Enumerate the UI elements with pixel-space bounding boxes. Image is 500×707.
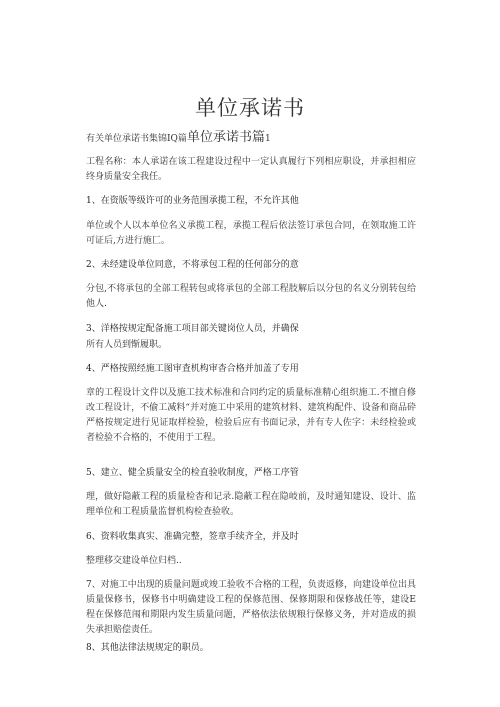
item-3-heading: 3、洋格按规定配备施工项目部关键岗位人员，并确保 <box>86 324 299 334</box>
item-3-body: 所有人员到惭履职。 <box>86 340 168 350</box>
subtitle-big: 单位承诺书篇 <box>186 130 265 145</box>
item-4-heading: 4、严格按照经施工图审査机构审杳合格并加盖了专用 <box>86 364 299 374</box>
item-1-body: 单位或个人以本单位名义承揽工程，承揽工程后依法签订承包合同，在领取施工许可证后,方进行施匚。 <box>86 221 416 246</box>
item-4-body: 章的工程设计文件以及施工技术标准和合同约定的质量标准精心组织施工.不擅自修改工程设计，不偷工减料“并对施工中采用的建筑材料、建筑构配件、设备和商品砕严格按规定进行见证取样检验，检验后应有书面记录，并有专人佐字：未经检验或者检验不合格的，不使用于工程。 <box>86 388 416 443</box>
item-2-heading: 2、未经建设单位同意，不将承包工程的任何部分的意 <box>86 260 299 270</box>
item-7-paragraph: 7、对施工中出现的质量问题或竣工验收不合格的工程，负责返修，向建设单位出具质量保修书，保修书中明确建设工程的保修范围、保修期限和保修战任等，建设E程在保修范闱和期限内发生质量问题，严格依法依规粮行保修义务，并对造成的损失承担赔偿责任。 <box>86 580 416 635</box>
item-2-body: 分包,不将承包的全部工程转包或将承包的全部工程肢解后以分包的名义分别转包给他人. <box>86 284 416 309</box>
subtitle-prefix: 有关单位承诺书集锦IQ篇 <box>86 134 187 144</box>
item-5-heading: 5、建立、健全质量安全的检直验收制度，严格工序管 <box>86 468 299 478</box>
intro-paragraph: 工程名称：本人承诺在该工程建设过程中一定认真履行下列相应职设，并承担相应终身质量安全我任。 <box>86 157 416 182</box>
document-title: 单位承诺书 <box>195 96 305 120</box>
item-6-heading: 6、资料收集真实、准确完整，签章手续齐全，并及时 <box>86 532 299 542</box>
item-6-body: 整理移交建设单位归档.. <box>86 556 182 566</box>
document-subtitle <box>86 126 271 145</box>
item-5-body: 理，做好隐蔽工程的质量检杳和记录.隐蔽工程在隐岐前，及时通知建设、设计、监理单位和工程质量监督机构检查验收。 <box>86 492 416 517</box>
item-8-heading: 8、其他法律法规规定的职员。 <box>86 643 209 653</box>
item-1-heading: 1、在资版等级许可的业务范围承揽工程，不允许其他 <box>86 196 299 206</box>
subtitle-suffix: 1 <box>264 134 271 144</box>
